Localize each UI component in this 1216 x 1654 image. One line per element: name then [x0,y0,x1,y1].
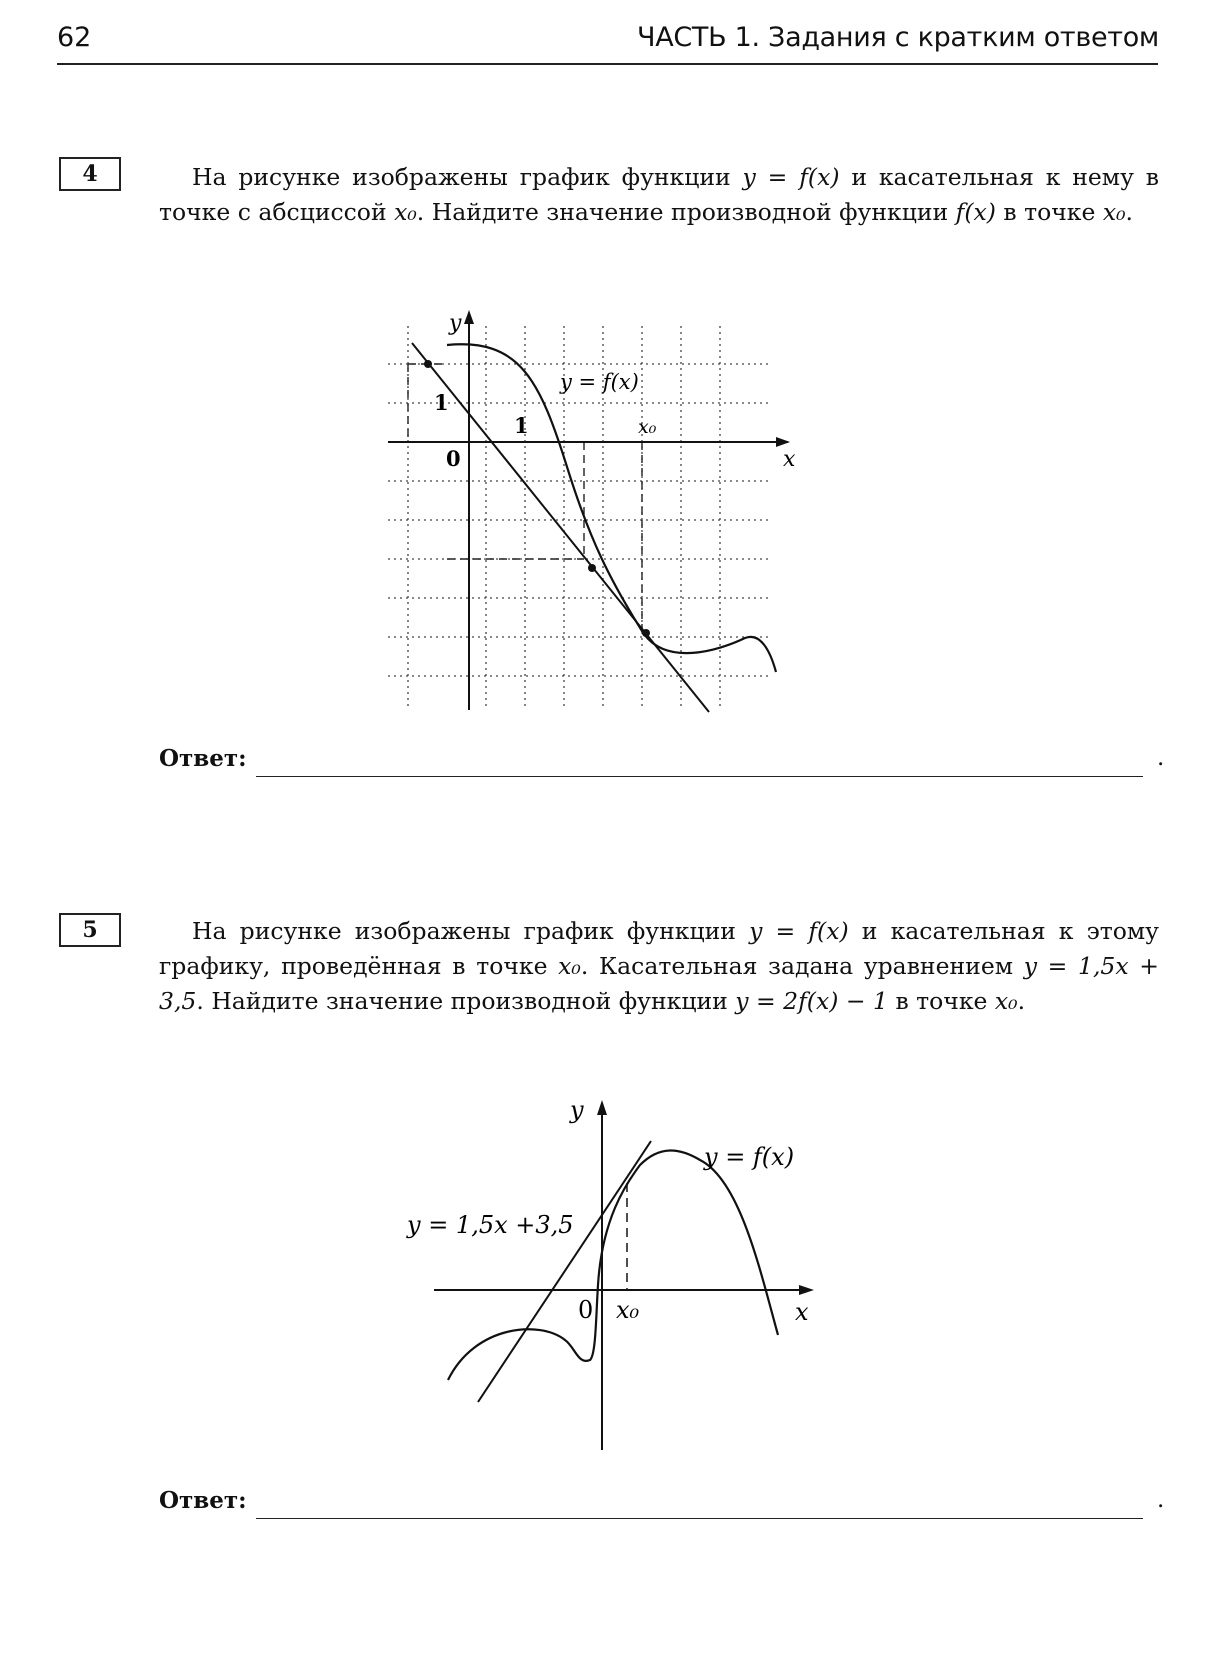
task-4-text-part: На рисунке изображены график функции [192,163,743,191]
x-axis-arrow [799,1285,814,1295]
task-5-text-part: и касательная к этому графику, проведённая в точке [159,917,1159,980]
task-5-figure [400,1090,820,1460]
answer-label: Ответ: [159,745,247,772]
task-5-text-part: На рисунке изображены график функции [192,917,750,945]
origin-label: 0 [446,446,461,471]
x-axis-label: x [795,1298,809,1326]
x0-label: x₀ [638,416,657,438]
curve-label: y = f(x) [704,1143,795,1171]
task-5-answer [159,1487,1164,1527]
x-axis-label: x [783,447,796,472]
math-x0: x₀ [394,198,417,226]
answer-field[interactable] [256,1518,1143,1519]
point-marker [424,360,432,368]
function-curve [448,1150,778,1380]
task-4-text-part: . Найдите значение производной функции [416,198,956,226]
x-axis-arrow [776,437,790,447]
page-number: 62 [57,22,92,53]
math-x0: x₀ [994,987,1018,1015]
task-4-figure [380,292,796,712]
task-5-text-part: в точке [887,987,995,1015]
task-5-text-part: . [1017,987,1026,1015]
header-rule [57,63,1158,65]
point-marker [588,564,596,572]
math-tangent-eq: y = 1,5x + 3,5 [159,952,1159,1015]
y-axis-label: y [449,311,462,336]
tangent-label: y = 1,5x +3,5 [407,1211,574,1239]
unit-x-label: 1 [514,413,529,438]
y-axis-label: y [570,1096,584,1124]
answer-label: Ответ: [159,1487,247,1514]
tangency-point [642,629,650,637]
y-axis-arrow [597,1100,607,1115]
task-4-text [159,160,1159,230]
x0-label: x₀ [616,1296,640,1324]
unit-y-label: 1 [434,390,449,415]
math-x0: x₀ [1102,198,1126,226]
task-4-text-part: в точке [995,198,1103,226]
running-title: ЧАСТЬ 1. Задания с кратким ответом [636,22,1159,53]
math-x0: x₀ [558,952,581,980]
answer-period: . [1157,745,1165,771]
task-4-text-part: . [1125,198,1134,226]
math-fx: f(x) [955,198,996,226]
origin-label: 0 [578,1296,594,1324]
task-4-text-part: и касательная к нему в точке с абсциссой [159,163,1159,226]
y-axis-arrow [464,310,474,324]
math-y-eq-fx: y = f(x) [749,917,849,945]
tangent-line [412,343,709,712]
task-5-number-box: 5 [59,913,121,947]
task-4-answer [159,745,1164,785]
task-4-number-box: 4 [59,157,121,191]
math-y-eq-fx: y = f(x) [742,163,840,191]
tangent-line [478,1141,651,1402]
answer-period: . [1157,1487,1165,1513]
task-5-text-part: . Касательная задана уравнением [580,952,1024,980]
curve-label: y = f(x) [560,370,639,394]
answer-field[interactable] [256,776,1143,777]
task-5-text-part: . Найдите значение производной функции [196,987,736,1015]
task-5-text [159,914,1159,1019]
math-2fx: y = 2f(x) − 1 [735,987,888,1015]
